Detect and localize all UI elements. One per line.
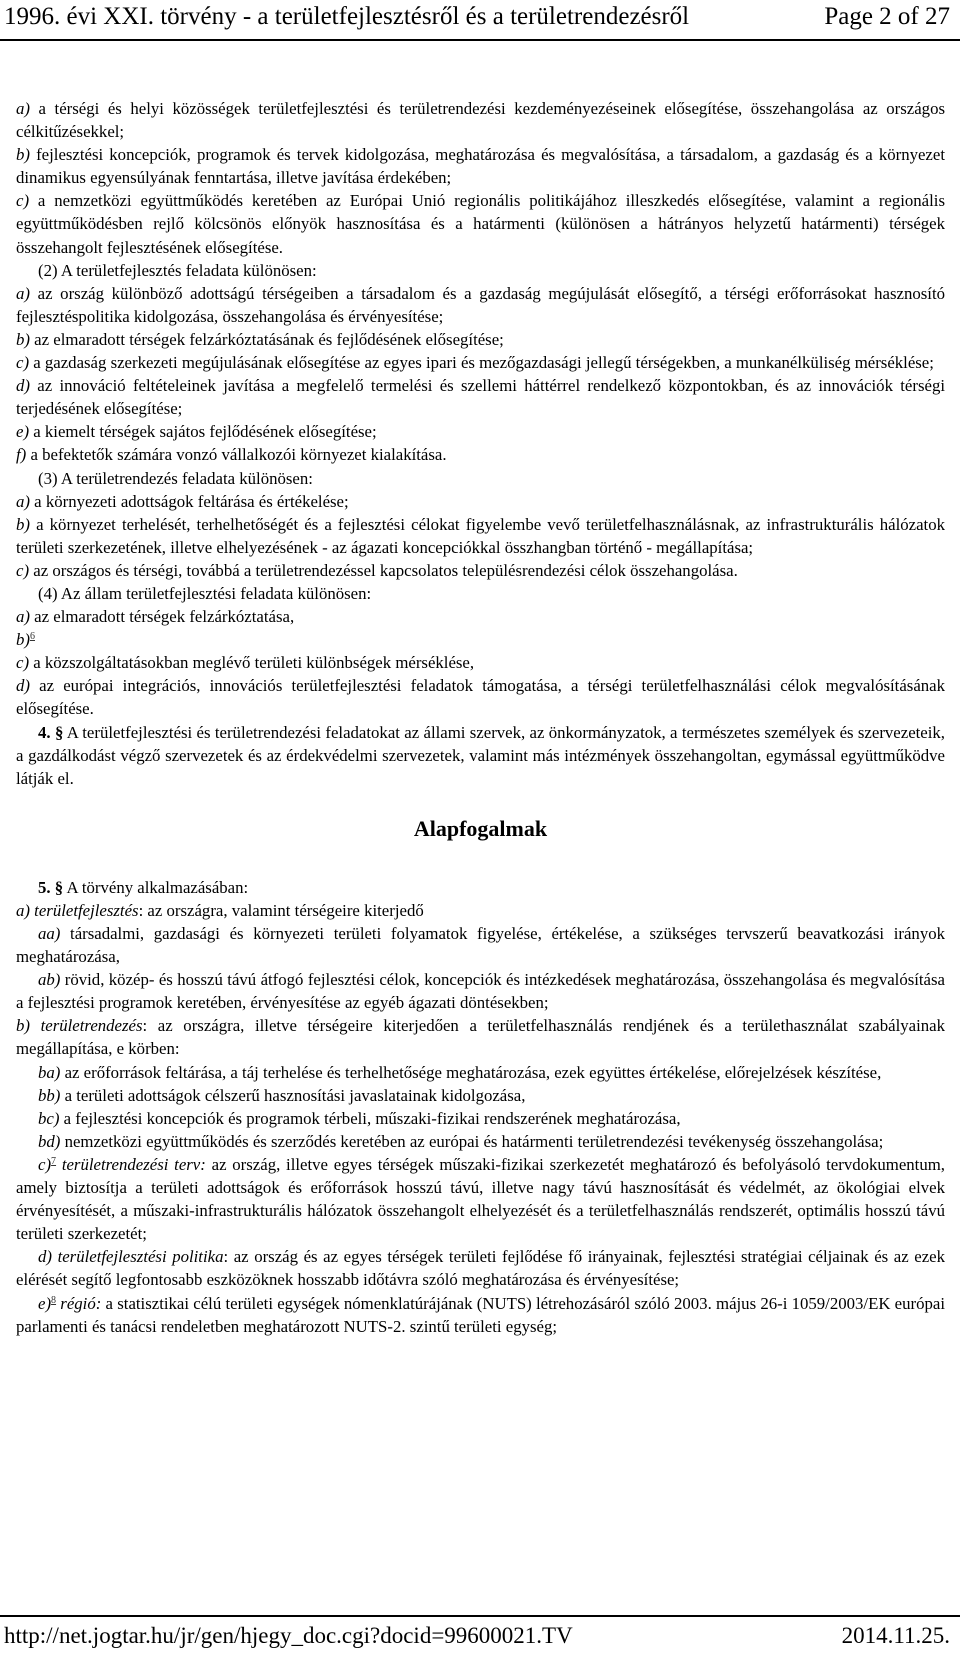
- point-text: a térségi és helyi közösségek területfejlesztési és területrendezési kezdeményezéseinek elősegítése, összehangolása az országos célkitűzésekkel;: [16, 99, 945, 142]
- point-text: a környezeti adottságok feltárása és értékelése;: [29, 491, 349, 511]
- point-label: d): [16, 676, 30, 696]
- point-label: ba): [38, 1062, 61, 1082]
- footnote-link[interactable]: 8: [51, 1294, 57, 1306]
- defined-term: területrendezési terv:: [56, 1154, 206, 1174]
- point-label: b): [16, 514, 30, 534]
- point-label: f): [16, 445, 27, 465]
- point-label: c): [16, 560, 30, 580]
- header-rule: [0, 39, 960, 41]
- paragraph-intro: (2) A területfejlesztés feladata különösen:: [38, 260, 317, 280]
- point-label: a): [16, 491, 30, 511]
- page-number: Page 2 of 27: [824, 3, 950, 30]
- point-label: c): [38, 1154, 52, 1174]
- paragraph: [16, 420, 945, 443]
- defined-term: régió:: [56, 1293, 102, 1313]
- definition-text: : az ország és az egyes térségek területi fejlődése fő irányainak, fejlesztési stratégiai céljainak és az ezek elérését segítő legfontosabb eszközöknek hosszabb időtávra szóló meghatározása és érvényesítése;: [16, 1247, 945, 1290]
- document-title: 1996. évi XXI. törvény - a területfejlesztésről és a területrendezésről: [4, 3, 690, 30]
- point-label: a): [16, 99, 30, 118]
- point-label: a): [16, 607, 30, 627]
- definition: [16, 1245, 945, 1291]
- paragraph: [16, 443, 945, 466]
- definition: [16, 1130, 945, 1153]
- definition-text: : az országra, illetve térségeire kiterjedően a területfelhasználás rendjének és a területhasználat szabályainak megállapítása, e körben:: [16, 1016, 945, 1059]
- point-label: d): [38, 1247, 52, 1267]
- point-text: az országos és térségi, továbbá a területrendezéssel kapcsolatos településrendezési célok összehangolása.: [29, 560, 738, 580]
- point-label: c): [16, 191, 30, 211]
- point-text: a kiemelt térségek sajátos fejlődésének elősegítése;: [29, 422, 377, 442]
- print-date: 2014.11.25.: [841, 1623, 950, 1648]
- point-label: e): [38, 1293, 52, 1313]
- section-number: 4.: [38, 722, 51, 742]
- paragraph: [16, 189, 945, 258]
- paragraph: [16, 97, 945, 143]
- section-number: 5.: [38, 877, 51, 897]
- point-text: fejlesztési koncepciók, programok és tervek kidolgozása, meghatározása és megvalósítása, a társadalom, a gazdaság és a környezet dinamikus egyensúlyának fenntartása, illetve javítása érdekében;: [16, 145, 945, 188]
- section-sign: §: [54, 722, 64, 742]
- defined-term: területfejlesztési politika: [51, 1247, 224, 1267]
- section-heading: Alapfogalmak: [413, 815, 548, 841]
- section-paragraph: [16, 876, 945, 899]
- point-label: b): [16, 1016, 30, 1036]
- paragraph: [16, 490, 945, 513]
- point-text: az elmaradott térségek felzárkóztatásának és fejlődésének elősegítése;: [29, 329, 504, 349]
- page-footer: [0, 1606, 960, 1654]
- source-url[interactable]: http://net.jogtar.hu/jr/gen/hjegy_doc.cgi?docid=99600021.TV: [4, 1623, 573, 1648]
- point-text: a közszolgáltatásokban meglévő területi különbségek mérséklése,: [29, 653, 475, 673]
- defined-term: területrendezés: [29, 1016, 143, 1036]
- paragraph: [16, 559, 945, 582]
- point-label: bc): [38, 1108, 60, 1128]
- definition: [16, 1014, 945, 1060]
- definition: [16, 968, 945, 1014]
- definition: [16, 899, 945, 922]
- point-label: b): [16, 145, 30, 165]
- definition: [16, 1153, 945, 1245]
- definition-text: a fejlesztési koncepciók és programok térbeli, műszaki-fizikai rendszerének meghatározása,: [59, 1108, 681, 1128]
- point-label: b): [16, 630, 30, 650]
- paragraph: [16, 674, 945, 720]
- point-text: az elmaradott térségek felzárkóztatása,: [29, 607, 295, 627]
- point-text: az ország különböző adottságú térségeiben a társadalom és a gazdaság megújulását elősegítő, a térségi erőforrásokat hasznosító fejlesztéspolitika kidolgozása, összehangolása és érvényesítése;: [16, 283, 945, 326]
- point-label: d): [16, 376, 30, 396]
- section-paragraph: [16, 721, 945, 790]
- definition: [16, 1107, 945, 1130]
- point-label: c): [16, 653, 30, 673]
- point-label: a): [16, 283, 30, 303]
- paragraph: [16, 374, 945, 420]
- footnote-link[interactable]: 6: [29, 631, 35, 643]
- definition: [16, 1061, 945, 1084]
- paragraph: [16, 651, 945, 674]
- section-text: A területfejlesztési és területrendezési feladatokat az állami szervek, az önkormányzatok, a természetes személyek és szervezeteik, a gazdálkodást végző szervezetek és az érdekvédelmi szervezetek, valamint más intézmények összehangoltan, egymással együttműködve látják el.: [16, 722, 946, 788]
- point-label: a): [16, 900, 30, 920]
- page-header: [0, 0, 960, 48]
- definition-text: nemzetközi együttműködés és szerződés keretében az európai és határmenti területrendezési tevékenység összehangolása;: [60, 1131, 884, 1151]
- definition: [16, 922, 945, 968]
- point-label: c): [16, 353, 30, 373]
- definition-text: rövid, közép- és hosszú távú átfogó fejlesztési célok, koncepciók és intézkedések meghatározása, összehangolása és megvalósítása a fejlesztési programok keretében, érvényesítése az egyéb ágazati döntésekben;: [16, 970, 945, 1013]
- definition-text: : az országra, valamint térségeire kiterjedő: [138, 900, 424, 920]
- definition: [16, 1084, 945, 1107]
- definition-text: a statisztikai célú területi egységek nómenklatúrájának (NUTS) létrehozásáról szóló 2003. május 26-i 1059/2003/EK európai parlamenti és tanácsi rendeletben meghatározott NUTS-2. szintű területi egység;: [16, 1293, 945, 1336]
- point-text: a befektetők számára vonzó vállalkozói környezet kialakítása.: [26, 445, 447, 465]
- paragraph-intro: (3) A területrendezés feladata különösen:: [38, 468, 313, 488]
- point-label: aa): [38, 924, 61, 943]
- paragraph-intro: (4) Az állam területfejlesztési feladata különösen:: [38, 583, 372, 603]
- point-label: ab): [38, 970, 61, 990]
- point-label: e): [16, 422, 30, 442]
- point-text: az európai integrációs, innovációs területfejlesztési feladatok támogatása, a térségi területfelhasználási célok megvalósításának elősegítése.: [16, 676, 945, 719]
- definition: [16, 1292, 945, 1338]
- paragraph: [16, 282, 945, 328]
- point-label: bb): [38, 1085, 61, 1105]
- footer-rule: [0, 1615, 960, 1617]
- point-text: a környezet terhelését, terhelhetőségét és a fejlesztési célokat figyelembe vevő területfelhasználásnak, az infrastrukturális hálózatok területi szerkezetének, illetve elhelyezésének - az ágazati koncepciókkal összhangban történő - megállapítása;: [16, 514, 945, 557]
- defined-term: területfejlesztés: [29, 900, 139, 920]
- paragraph: [16, 513, 945, 559]
- point-label: b): [16, 329, 30, 349]
- definition-text: a területi adottságok célszerű hasznosítási javaslatainak kidolgozása,: [60, 1085, 526, 1105]
- paragraph: [16, 328, 945, 351]
- point-label: bd): [38, 1131, 61, 1151]
- section-sign: §: [54, 877, 64, 897]
- paragraph: [16, 605, 945, 628]
- point-text: az innováció feltételeinek javítása a megfelelő termelési és szellemi háttérrel rendelkező központokban, és az innovációk térségi terjedésének elősegítése;: [16, 376, 945, 419]
- definition-text: az erőforrások feltárása, a táj terhelése és terhelhetősége meghatározása, ezek együttes értékelése, előrejelzések készítése,: [60, 1062, 882, 1082]
- document-body: [16, 97, 945, 1338]
- point-text: a gazdaság szerkezeti megújulásának elősegítése az egyes ipari és mezőgazdasági jellegű térségekben, a munkanélküliség mérséklése;: [29, 353, 934, 373]
- section-text: A törvény alkalmazásában:: [63, 877, 249, 897]
- paragraph: [16, 351, 945, 374]
- footnote-link[interactable]: 7: [51, 1155, 57, 1167]
- paragraph: [16, 628, 945, 651]
- point-text: a nemzetközi együttműködés keretében az Európai Unió regionális politikájához illeszkedés elősegítése, valamint a regionális együttműködésben rejlő kölcsönös előnyök hasznosítása és a határmenti (különösen a hátrányos helyzetű határmenti) térségek összehangolt fejlesztésének elősegítése.: [16, 191, 945, 257]
- definition-text: az ország, illetve egyes térségek műszaki-fizikai szerkezetét meghatározó és befolyásoló tervdokumentum, amely biztosítja a területi adottságok és erőforrások hosszú távú, illetve nagy távú hasznosítását és védelmét, az ökológiai elvek érvényesítését, a műszaki-infrastrukturális hálózatok összehangolt elhelyezését és a területfelhasználás rendszerét, optimális hosszú távú területi szerkezetét;: [16, 1154, 945, 1244]
- paragraph: [16, 143, 945, 189]
- definition-text: társadalmi, gazdasági és környezeti területi folyamatok figyelése, értékelése, a szükséges tervszerű beavatkozási irányok meghatározása,: [16, 924, 945, 967]
